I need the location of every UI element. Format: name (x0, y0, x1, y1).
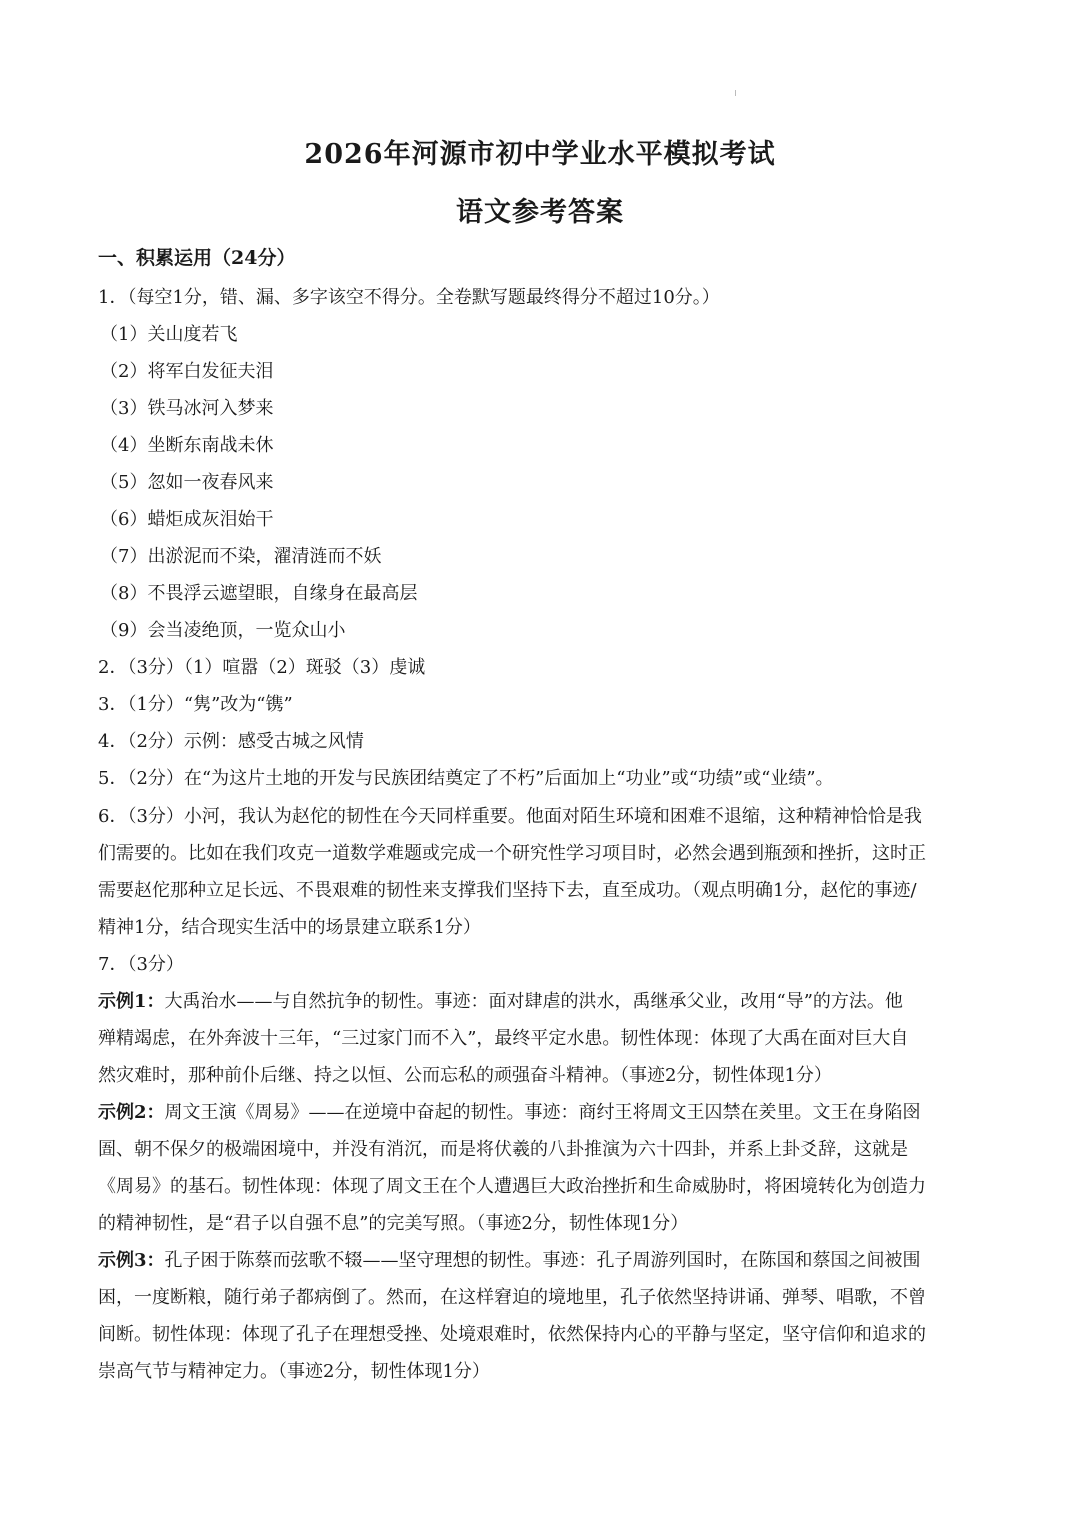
q1-item: （3）铁马冰河入梦来 (100, 398, 274, 419)
q7-example-line: 圄、朝不保夕的极端困境中，并没有消沉，而是将伏羲的八卦推演为六十四卦，并系上卦爻辞，这就是 (98, 1139, 908, 1160)
q1-item: （6）蜡炬成灰泪始干 (100, 509, 274, 530)
q1-item: （9）会当凌绝顶，一览众山小 (100, 620, 346, 641)
example-text: 大禹治水——与自然抗争的韧性。事迹：面对肆虐的洪水，禹继承父业，改用“导”的方法。他 (164, 991, 903, 1012)
q6-line: 精神1分，结合现实生活中的场景建立联系1分） (98, 917, 481, 938)
scan-mark (735, 90, 736, 96)
q3-answer: 3．（1分）“隽”改为“镌” (98, 694, 293, 715)
q2-answer: 2．（3分）（1）喧嚣（2）斑驳（3）虔诚 (98, 657, 426, 678)
q7-example-line (98, 1104, 988, 1122)
q7-header: 7．（3分） (98, 954, 184, 975)
exam-title: 2026年河源市初中学业水平模拟考试 (304, 139, 776, 170)
example-label: 示例1： (98, 991, 165, 1012)
q7-example-line: 殚精竭虑，在外奔波十三年，“三过家门而不入”，最终平定水患。韧性体现：体现了大禹在面对巨大自 (98, 1028, 909, 1049)
q5-answer: 5．（2分）在“为这片土地的开发与民族团结奠定了不朽”后面加上“功业”或“功绩”或“业绩”。 (98, 768, 834, 789)
q7-example-line: 然灾难时，那种前仆后继、持之以恒、公而忘私的顽强奋斗精神。（事迹2分，韧性体现1分） (98, 1065, 832, 1086)
q7-example-line (98, 993, 988, 1011)
q6-line: 需要赵佗那种立足长远、不畏艰难的韧性来支撑我们坚持下去，直至成功。（观点明确1分，赵佗的事迹/ (98, 880, 917, 901)
q1-header: 1．（每空1分，错、漏、多字该空不得分。全卷默写题最终得分不超过10分。） (98, 287, 720, 308)
q7-example-line: 《周易》的基石。韧性体现：体现了周文王在个人遭遇巨大政治挫折和生命威胁时，将困境转化为创造力 (98, 1176, 926, 1197)
example-text: 孔子困于陈蔡而弦歌不辍——坚守理想的韧性。事迹：孔子周游列国时，在陈国和蔡国之间被围 (164, 1250, 921, 1271)
q6-line: 6．（3分）小河，我认为赵佗的韧性在今天同样重要。他面对陌生环境和困难不退缩，这种精神恰恰是我 (98, 806, 922, 827)
q1-item: （1）关山度若飞 (100, 324, 238, 345)
q6-line: 们需要的。比如在我们攻克一道数学难题或完成一个研究性学习项目时，必然会遇到瓶颈和挫折，这时正 (98, 843, 926, 864)
q7-example-line: 间断。韧性体现：体现了孔子在理想受挫、处境艰难时，依然保持内心的平静与坚定，坚守信仰和追求的 (98, 1324, 926, 1345)
q1-item: （8）不畏浮云遮望眼，自缘身在最高层 (100, 583, 418, 604)
section-heading: 一、积累运用（24分） (98, 247, 296, 269)
q7-example-line: 的精神韧性，是“君子以自强不息”的完美写照。（事迹2分，韧性体现1分） (98, 1213, 689, 1234)
q1-item: （7）出淤泥而不染，濯清涟而不妖 (100, 546, 382, 567)
q7-example-line (98, 1252, 988, 1270)
example-text: 周文王演《周易》——在逆境中奋起的韧性。事迹：商纣王将周文王囚禁在羑里。文王在身陷囹 (164, 1102, 921, 1123)
example-label: 示例2： (98, 1102, 165, 1123)
q1-item: （2）将军白发征夫泪 (100, 361, 274, 382)
exam-subtitle: 语文参考答案 (456, 197, 624, 228)
example-label: 示例3： (98, 1250, 165, 1271)
q1-item: （4）坐断东南战未休 (100, 435, 274, 456)
q1-item: （5）忽如一夜春风来 (100, 472, 274, 493)
q4-answer: 4．（2分）示例：感受古城之风情 (98, 731, 364, 752)
q7-example-line: 困，一度断粮，随行弟子都病倒了。然而，在这样窘迫的境地里，孔子依然坚持讲诵、弹琴、唱歌，不曾 (98, 1287, 926, 1308)
q7-example-line: 崇高气节与精神定力。（事迹2分，韧性体现1分） (98, 1361, 490, 1382)
